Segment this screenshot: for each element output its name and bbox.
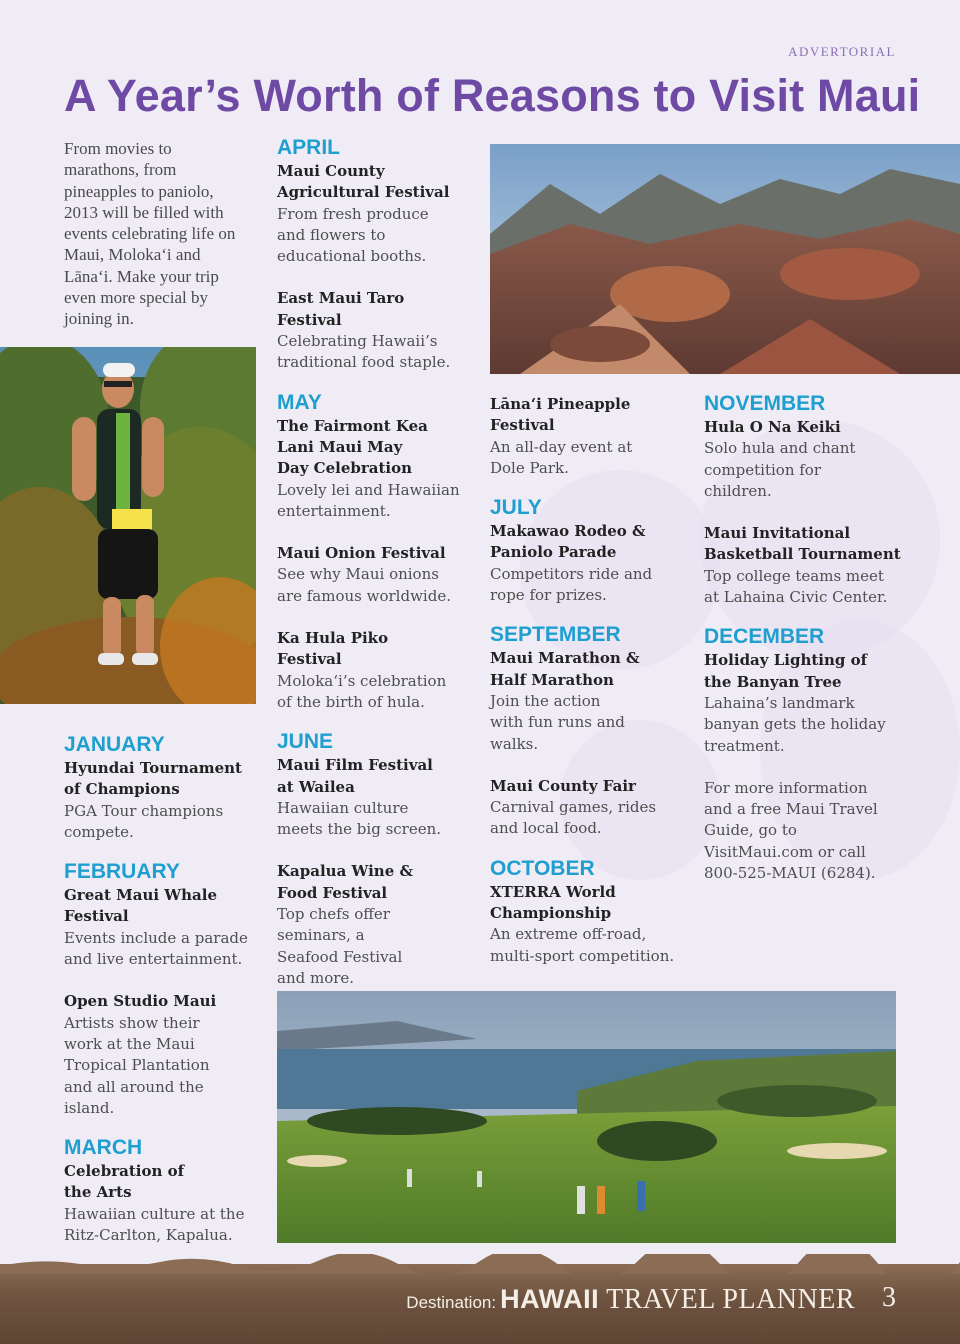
event-title: Open Studio Maui [64,992,217,1011]
event-desc: Hawaiian culture at the Ritz-Carlton, Kapalua. [64,1204,245,1245]
footer-destination: Destination: [406,1293,497,1312]
publication-name [406,1284,855,1316]
footer-banner [0,1264,960,1344]
event-desc: Artists show their work at the Maui Tropical Plantation and all around the island. [64,1013,210,1117]
event-title: Kapalua Wine & Food Festival [277,862,414,902]
event-desc: Carnival games, rides and local food. [490,798,657,838]
event-title: East Maui Taro Festival [277,289,405,329]
event-title: Maui Marathon & Half Marathon [490,649,640,689]
event-title: Hyundai Tournament of Champions [64,759,242,799]
month-heading-july: JULY [490,496,542,520]
event-desc: Solo hula and chant competition for children. [704,439,856,500]
event-title: Ka Hula Piko Festival [277,629,389,669]
event-title: Lāna‘i Pineapple Festival [490,395,631,435]
event-title: Maui Onion Festival [277,544,446,563]
event-desc: See why Maui onions are famous worldwide. [277,565,451,605]
event-desc: Events include a parade and live entertainment. [64,928,248,969]
event-title: Celebration of the Arts [64,1162,185,1202]
footer-planner: TRAVEL PLANNER [606,1284,855,1315]
month-heading-march: MARCH [64,1136,143,1160]
month-heading-june: JUNE [277,730,334,754]
event-desc: From fresh produce and flowers to educational booths. [277,204,429,266]
event-desc: Lovely lei and Hawaiian entertainment. [277,480,460,520]
event-title: Maui County Agricultural Festival [277,162,450,202]
event-desc: Join the action with fun runs and walks. [490,691,625,753]
event-desc: Hawaiian culture meets the big screen. [277,798,442,839]
event-desc: An all-day event at Dole Park. [490,437,633,477]
advertorial-tag: ADVERTORIAL [788,44,896,59]
golf-course-photo [277,991,896,1243]
month-heading-april: APRIL [277,136,340,159]
event-title: Holiday Lighting of the Banyan Tree [704,651,868,691]
month-heading-may: MAY [277,390,322,414]
event-desc: Celebrating Hawaii’s traditional food staple. [277,332,451,372]
event-title: Maui County Fair [490,776,636,795]
event-title: XTERRA World Championship [490,882,616,923]
event-title: Hula O Na Keiki [704,418,841,436]
event-desc: Top chefs offer seminars, a Seafood Festival and more. [277,905,403,987]
event-desc: An extreme off-road, multi-sport competition. [490,925,675,965]
event-desc: Moloka‘i’s celebration of the birth of hula. [277,671,447,711]
event-desc: Top college teams meet at Lahaina Civic Center. [704,566,888,607]
month-heading-january: JANUARY [64,733,165,756]
month-heading-december: DECEMBER [704,625,825,649]
runner-photo [0,347,256,704]
event-title: The Fairmont Kea Lani Maui May Day Celebration [277,416,428,478]
event-title: Makawao Rodeo & Paniolo Parade [490,522,646,562]
column-4 [704,392,904,884]
event-desc: PGA Tour champions compete. [64,801,224,841]
event-desc: Competitors ride and rope for prizes. [490,564,653,605]
month-heading-october: OCTOBER [490,856,595,880]
column-3 [490,394,685,967]
page-title: A Year’s Worth of Reasons to Visit Maui [64,70,921,121]
month-heading-september: SEPTEMBER [490,623,621,647]
column-2 [277,136,472,989]
column-1 [64,733,259,1246]
page-number: 3 [882,1282,896,1313]
event-title: Maui Film Festival at Wailea [277,756,433,796]
event-title: Maui Invitational Basketball Tournament [704,524,901,564]
event-title: Great Maui Whale Festival [64,886,217,926]
more-info-text: For more information and a free Maui Travel Guide, go to VisitMaui.com or call 800-525-MAUI (6284). [704,778,878,883]
crater-photo [490,144,960,374]
intro-text: From movies to marathons, from pineapples to paniolo, 2013 will be filled with events celebrating life on Maui, Moloka‘i and Lāna‘i. Make your trip even more special by joining in. [64,139,236,329]
month-heading-february: FEBRUARY [64,860,180,884]
month-heading-november: NOVEMBER [704,392,826,415]
footer-hawaii: HAWAII [500,1284,600,1314]
event-desc: Lahaina’s landmark banyan gets the holiday treatment. [704,693,886,755]
